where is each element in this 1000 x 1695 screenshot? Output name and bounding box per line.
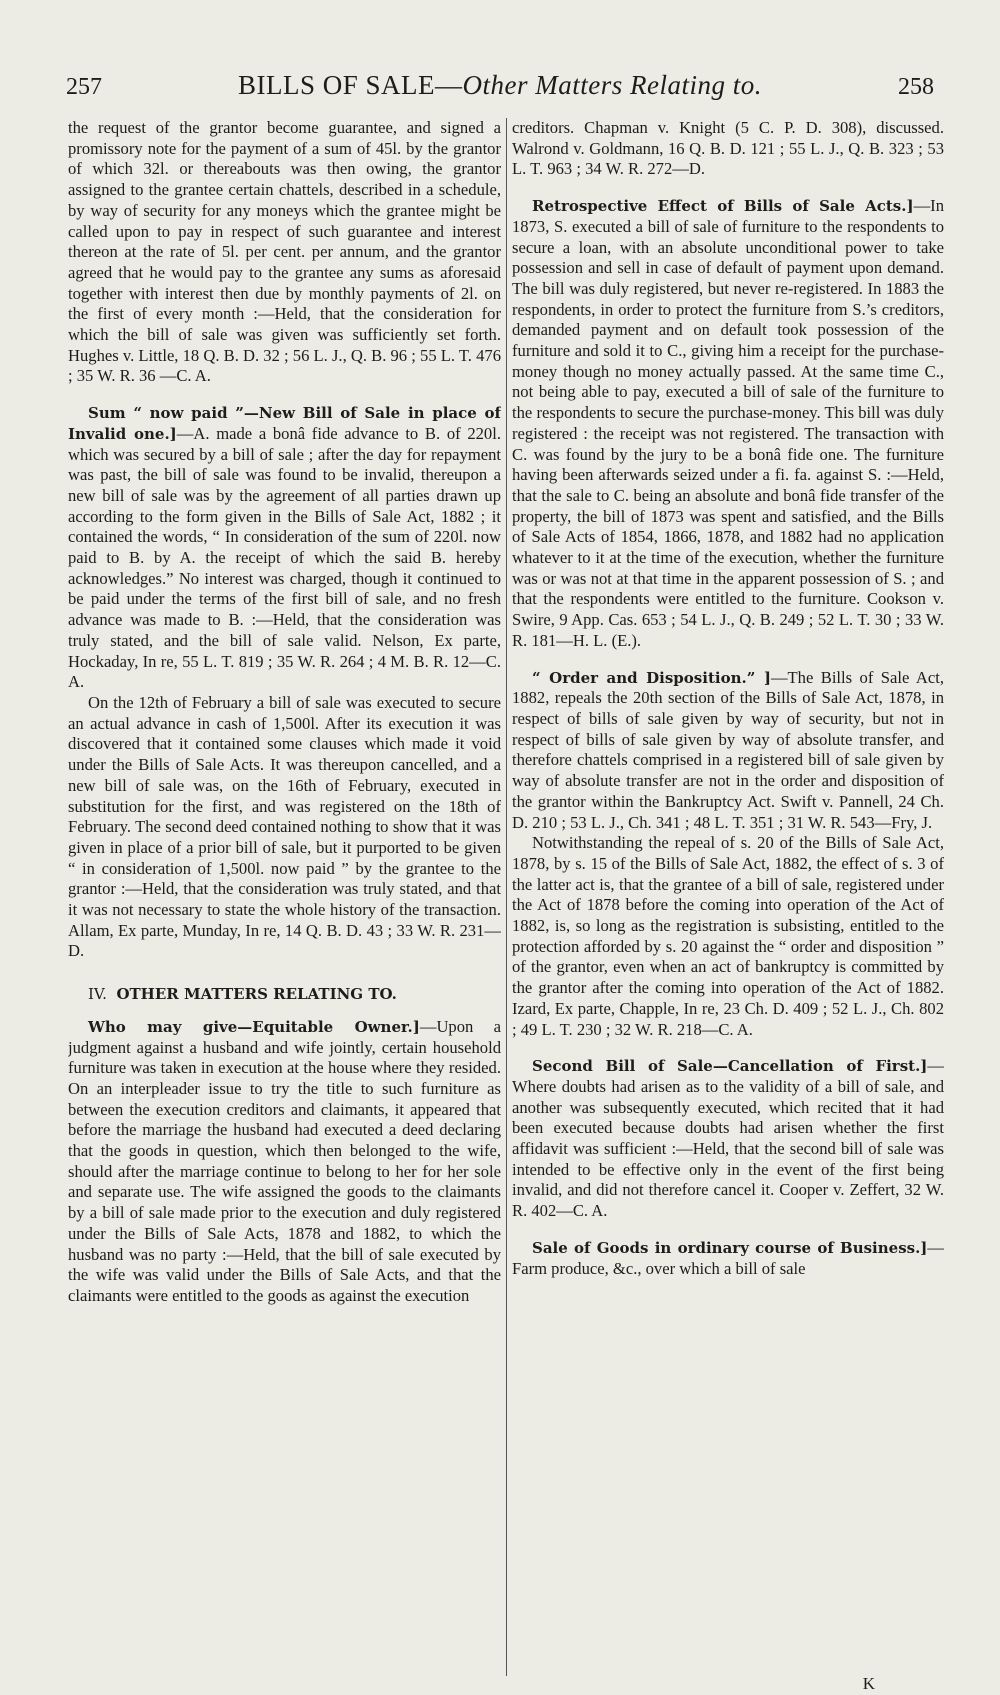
column-divider <box>506 118 507 1676</box>
section-number: IV. <box>88 985 107 1004</box>
right-paragraph-5 <box>512 1056 944 1222</box>
left-paragraph-4-heading: Who may give—Equitable Owner.] <box>88 1017 420 1036</box>
left-paragraph-3: On the 12th of February a bill of sale was executed to secure an actual advance in cash of 1,500l. After its execution it was discovered that it contained some clauses which made it void under the Bills of Sale Acts. It was thereupon cancelled, and a new bill of sale was, on the 16th of February, executed in substitution for the first, and was registered on the 18th of February. The second deed contained nothing to show that it was given in place of a prior bill of sale, but it purported to be given “ in consideration of 1,500l. now paid ” by the grantee to the grantor :—Held, that the consideration was truly stated, and that it was not necessary to state the whole history of the transaction. Allam, Ex parte, Munday, In re, 14 Q. B. D. 43 ; 33 W. R. 231—D. <box>68 692 501 961</box>
right-paragraph-5-heading: Second Bill of Sale—Cancellation of First.] <box>532 1057 928 1076</box>
left-paragraph-4 <box>68 1017 501 1307</box>
left-paragraph-4-body: —Upon a judgment against a husband and wife jointly, certain household furniture was taken in execution at the house where they resided. On an interpleader issue to try the title to such furniture as between the execution creditors and claimants, it appeared that before the marriage the husband had executed a deed declaring that the goods in question, which then belonged to the wife, should after the marriage continue to belong to her for her sole and separate use. The wife assigned the goods to the claimants by a bill of sale made prior to the execution and duly registered under the Bills of Sale Acts, 1878 and 1882, to which the husband was no party :—Held, that the bill of sale executed by the wife was valid under the Bills of Sale Acts, and that the claimants were entitled to the goods as against the execution <box>68 1016 501 1305</box>
left-page-number: 257 <box>66 74 102 100</box>
right-paragraph-5-body: —Where doubts had arisen as to the validity of a bill of sale, and another was subsequently executed, which recited that it had been executed because doubts had arisen whether the first affidavit was sufficient :—Held, that the second bill of sale was intended to be effective only in the event of the first being invalid, and did not therefore cancel it. Cooper v. Zeffert, 32 W. R. 402—C. A. <box>512 1056 944 1221</box>
section-title: OTHER MATTERS RELATING TO. <box>116 985 397 1004</box>
right-paragraph-2-heading: Retrospective Effect of Bills of Sale Acts.] <box>532 197 914 216</box>
right-paragraph-3-heading: “ Order and Disposition.” ] <box>532 668 771 687</box>
right-paragraph-4: Notwithstanding the repeal of s. 20 of the Bills of Sale Act, 1878, by s. 15 of the Bills of Sale Act, 1882, the effect of s. 3 of the latter act is, that the grantee of a bill of sale, registered under the Act of 1878 before the coming into operation of the Act of 1882, is, so long as the registration is subsisting, entitled to the protection afforded by s. 20 against the “ order and disposition ” of the grantor, even when an act of bankruptcy is committed by the grantor after the coming into operation of the Act of 1882. Izard, Ex parte, Chapple, In re, 23 Ch. D. 409 ; 52 L. J., Ch. 802 ; 49 L. T. 230 ; 32 W. R. 218—C. A. <box>512 833 944 1039</box>
left-paragraph-1: the request of the grantor become guarantee, and signed a promissory note for the payment of a sum of 45l. by the grantor of which 32l. or thereabouts was then owing, the grantor assigned to the grantee certain chattels, described in a schedule, by way of security for any moneys which the grantee might be called upon to pay in respect of such guarantee and interest thereon at the rate of 5l. per cent. per annum, and the grantor agreed that he would pay to the grantee any sums as aforesaid together with interest then due by monthly payments of 2l. on the first of every month :—Held, that the consideration for which the bill of sale was given was sufficiently set forth. Hughes v. Little, 18 Q. B. D. 32 ; 56 L. J., Q. B. 96 ; 55 L. T. 476 ; 35 W. R. 36 —C. A. <box>68 118 501 386</box>
right-paragraph-1: creditors. Chapman v. Knight (5 C. P. D. 308), discussed. Walrond v. Goldmann, 16 Q. B. D. 121 ; 55 L. J., Q. B. 323 ; 53 L. T. 963 ; 34 W. R. 272—D. <box>512 118 944 179</box>
left-paragraph-2-body: —A. made a bonâ fide advance to B. of 220l. which was secured by a bill of sale ; after the day for repayment was past, the bill of sale was found to be invalid, thereupon a new bill of sale was by the agreement of all parties drawn up according to the form given in the Bills of Sale Act, 1882 ; it contained the words, “ In consideration of the sum of 220l. now paid to B. by A. the receipt of which the said B. hereby acknowledges.” No interest was charged, though it continued to be paid under the terms of the first bill of sale, and no fresh advance was made to B. :—Held, that the consideration was truly stated, and the bill of sale valid. Nelson, Ex parte, Hockaday, In re, 55 L. T. 819 ; 35 W. R. 264 ; 4 M. B. R. 12—C. A. <box>68 423 501 692</box>
right-paragraph-6-heading: Sale of Goods in ordinary course of Business.] <box>532 1238 928 1257</box>
right-page-number: 258 <box>898 74 934 100</box>
left-column <box>68 118 501 1678</box>
signature-mark: K <box>862 1674 875 1693</box>
right-paragraph-3 <box>512 668 944 834</box>
right-column <box>512 118 944 1678</box>
left-paragraph-2-heading: Sum “ now paid ”—New Bill of Sale in place of Invalid one.] <box>68 404 501 443</box>
right-paragraph-2 <box>512 196 944 651</box>
right-paragraph-6-body: —Farm produce, &c., over which a bill of sale <box>512 1237 944 1278</box>
right-paragraph-2-body: —In 1873, S. executed a bill of sale of furniture to the respondents to secure a loan, with an absolute unconditional power to take possession and sell in case of default of payment upon demand. The bill was duly registered, but never re-registered. In 1883 the respondents, in order to protect the furniture from S.’s creditors, demanded payment and on default took possession of the furniture and sold it to C., giving him a receipt for the purchase-money though no money actually passed. At the same time C., not being able to pay, executed a bill of sale of the furniture to the respondents to secure the purchase-money. This bill was duly registered : the receipt was not registered. The transaction with C. was found by the jury to be a bonâ fide one. The furniture having been afterwards seized under a fi. fa. against S. :—Held, that the sale to C. being an absolute and bonâ fide transfer of the property, the bill of 1873 was spent and satisfied, and the Bills of Sale Acts of 1854, 1866, 1878, and 1882 had no application whatever to it at the time of the execution, whether the furniture was or was not at that time in the apparent possession of S. ; and that the respondents were entitled to the furniture. Cookson v. Swire, 9 App. Cas. 653 ; 54 L. J., Q. B. 249 ; 52 L. T. 30 ; 33 W. R. 181—H. L. (E.). <box>512 196 944 650</box>
running-title-italic: Other Matters Relating to. <box>462 70 762 100</box>
section-heading <box>68 984 501 1005</box>
right-paragraph-3-body: —The Bills of Sale Act, 1882, repeals the 20th section of the Bills of Sale Act, 1878, in respect of bills of sale given by way of security, but not in respect of bills of sale given by way of absolute transfer, and therefore chattels comprised in a registered bill of sale given by way of absolute transfer are not in the order and disposition of the grantor within the Bankruptcy Act. Swift v. Pannell, 24 Ch. D. 210 ; 53 L. J., Ch. 341 ; 48 L. T. 351 ; 31 W. R. 543—Fry, J. <box>512 667 944 832</box>
right-paragraph-6 <box>512 1238 944 1279</box>
left-paragraph-2 <box>68 403 501 693</box>
running-title <box>238 70 762 101</box>
running-header <box>66 70 934 110</box>
running-title-main: BILLS OF SALE— <box>238 70 463 100</box>
